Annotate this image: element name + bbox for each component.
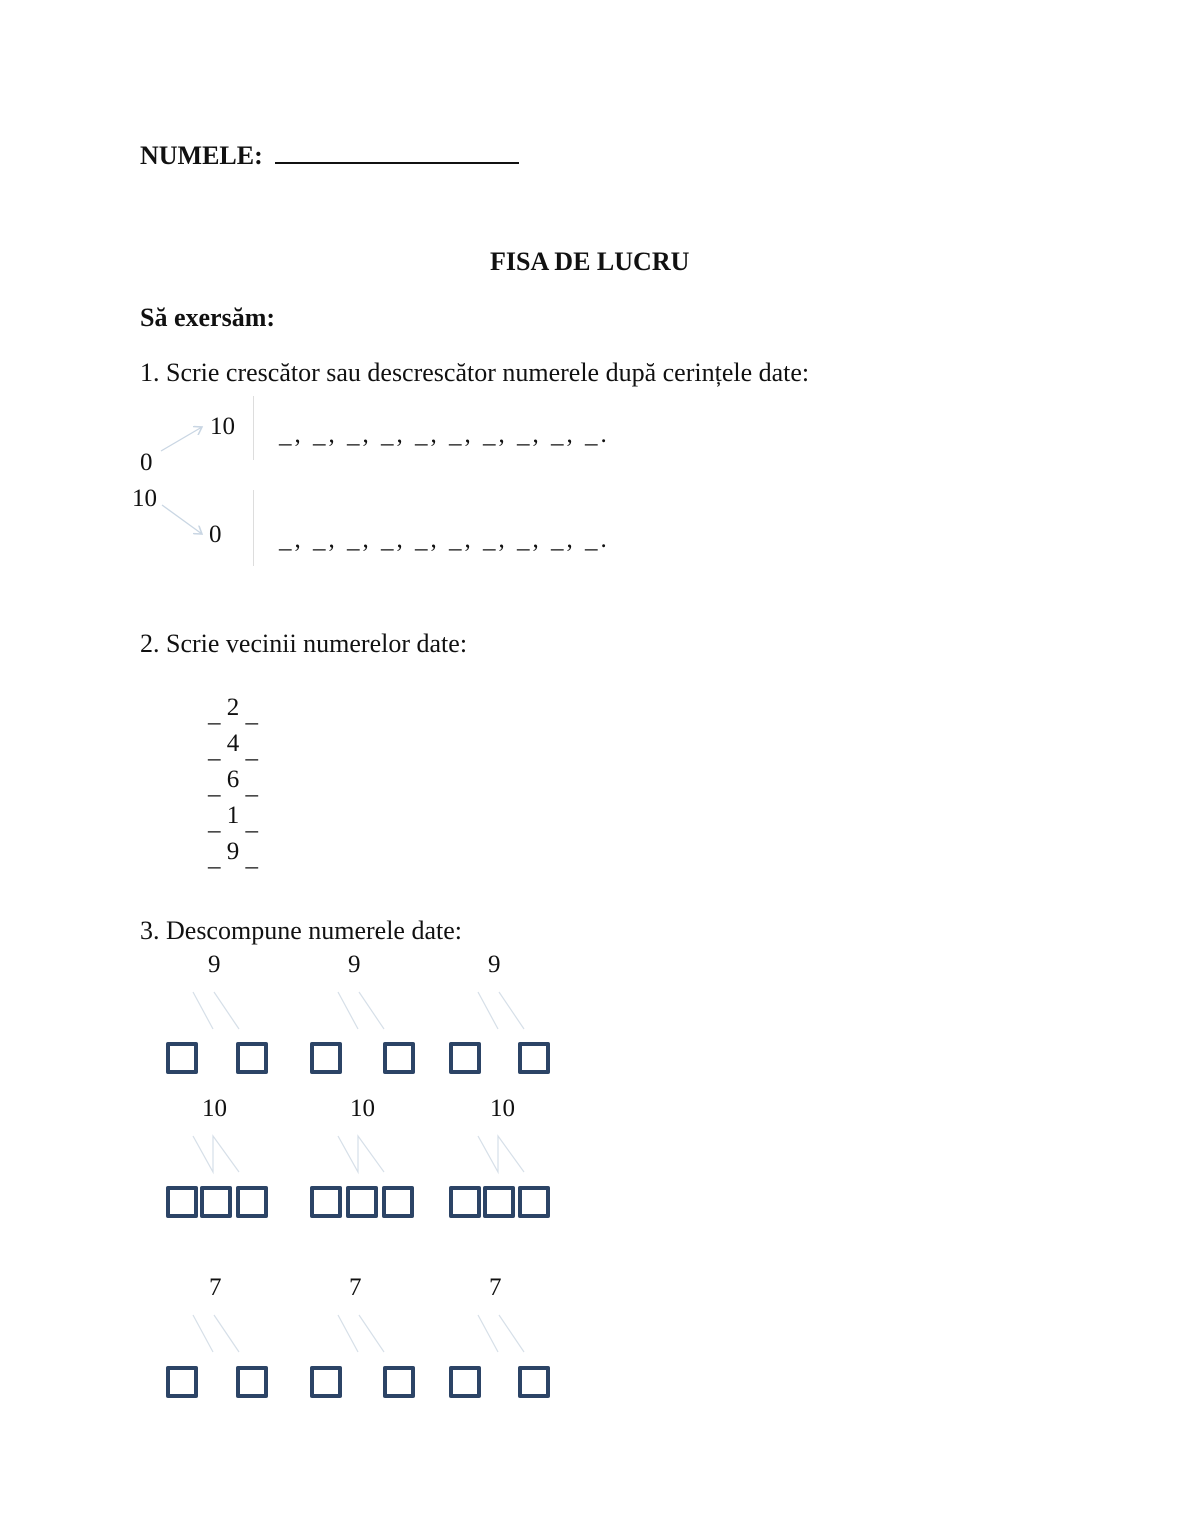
neighbor-item <box>208 802 258 836</box>
ex1-row1-blanks[interactable]: _, _, _, _, _, _, _, _, _, _. <box>279 421 610 448</box>
answer-box[interactable] <box>449 1366 481 1398</box>
answer-box[interactable] <box>346 1186 378 1218</box>
arrow-down-icon <box>162 505 202 534</box>
decompose-number: 9 <box>208 951 221 978</box>
decompose-number: 10 <box>350 1095 375 1122</box>
answer-box[interactable] <box>236 1042 268 1074</box>
answer-box[interactable] <box>310 1186 342 1218</box>
answer-box[interactable] <box>382 1186 414 1218</box>
answer-box[interactable] <box>166 1186 198 1218</box>
answer-box[interactable] <box>166 1366 198 1398</box>
name-label: NUMELE: <box>140 141 263 170</box>
answer-box[interactable] <box>383 1042 415 1074</box>
neighbor-item <box>208 838 258 872</box>
given-number: 6 <box>226 766 240 793</box>
ex1-row2-to: 0 <box>209 521 222 548</box>
neighbor-item <box>208 730 258 764</box>
decompose-number: 10 <box>490 1095 515 1122</box>
decompose-number: 9 <box>348 951 361 978</box>
answer-box[interactable] <box>166 1042 198 1074</box>
left-blank[interactable]: _ <box>208 808 221 835</box>
given-number: 9 <box>226 838 240 865</box>
decompose-number: 7 <box>489 1274 502 1301</box>
answer-box[interactable] <box>236 1186 268 1218</box>
given-number: 4 <box>226 730 240 757</box>
right-blank[interactable]: _ <box>245 736 258 763</box>
answer-box[interactable] <box>518 1186 550 1218</box>
answer-box[interactable] <box>310 1042 342 1074</box>
right-blank[interactable]: _ <box>245 772 258 799</box>
answer-box[interactable] <box>449 1186 481 1218</box>
right-blank[interactable]: _ <box>245 844 258 871</box>
exercise1-instruction: 1. Scrie crescător sau descrescător numerele după cerințele date: <box>140 358 810 387</box>
answer-box[interactable] <box>483 1186 515 1218</box>
answer-box[interactable] <box>383 1366 415 1398</box>
neighbor-item <box>208 694 258 728</box>
decompose-number: 7 <box>349 1274 362 1301</box>
neighbor-item <box>208 766 258 800</box>
arrow-up-icon <box>161 427 202 451</box>
answer-box[interactable] <box>236 1366 268 1398</box>
ex1-row2-blanks[interactable]: _, _, _, _, _, _, _, _, _, _. <box>279 526 610 553</box>
decompose-number: 10 <box>202 1095 227 1122</box>
decompose-number: 7 <box>209 1274 222 1301</box>
left-blank[interactable]: _ <box>208 736 221 763</box>
answer-box[interactable] <box>310 1366 342 1398</box>
answer-box[interactable] <box>518 1042 550 1074</box>
answer-box[interactable] <box>200 1186 232 1218</box>
decompose-number: 9 <box>488 951 501 978</box>
page-title: FISA DE LUCRU <box>490 247 690 276</box>
ex1-row1-from: 0 <box>140 449 153 476</box>
left-blank[interactable]: _ <box>208 844 221 871</box>
answer-box[interactable] <box>518 1366 550 1398</box>
right-blank[interactable]: _ <box>245 808 258 835</box>
given-number: 1 <box>226 802 240 829</box>
left-blank[interactable]: _ <box>208 700 221 727</box>
exercise2-instruction: 2. Scrie vecinii numerelor date: <box>140 629 468 658</box>
given-number: 2 <box>226 694 240 721</box>
intro-heading: Să exersăm: <box>140 303 276 332</box>
left-blank[interactable]: _ <box>208 772 221 799</box>
exercise3-instruction: 3. Descompune numerele date: <box>140 916 462 945</box>
ex1-row2-from: 10 <box>132 485 157 512</box>
right-blank[interactable]: _ <box>245 700 258 727</box>
answer-box[interactable] <box>449 1042 481 1074</box>
ex1-row1-to: 10 <box>210 413 235 440</box>
